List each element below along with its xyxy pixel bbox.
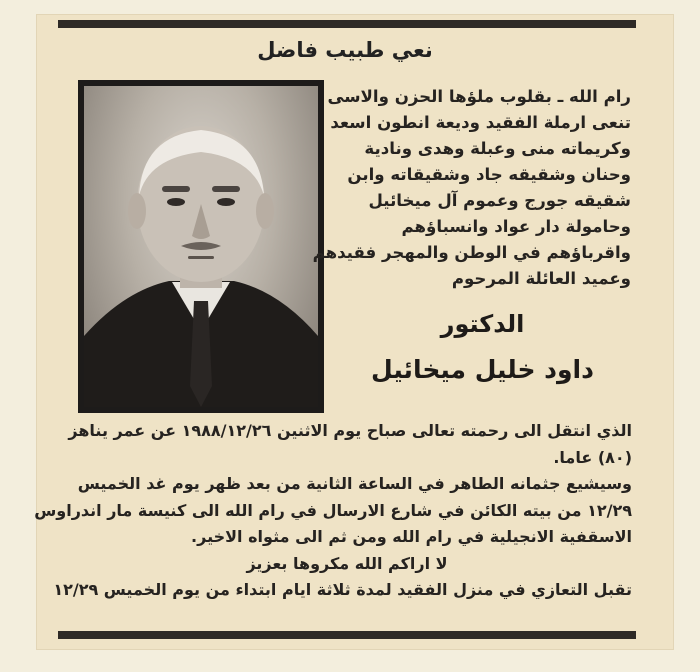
portrait-photo: [84, 86, 318, 407]
details-line: الاسقفية الانجيلية في رام الله ومن ثم الى مثواه الاخير.: [191, 527, 632, 546]
obituary-headline: نعي طبيب فاضل: [257, 38, 433, 62]
body-line: وحامولة دار عواد وانسباؤهم: [401, 217, 631, 236]
obituary-announcement: [312, 84, 631, 292]
details-line: ١٢/٢٩ من بيته الكائن في شارع الارسال في رام الله الى كنيسة مار اندراوس: [34, 500, 632, 520]
body-line: شقيقه جورج وعموم آل ميخائيل: [368, 191, 631, 210]
funeral-details: [34, 418, 632, 604]
body-line: تنعى ارملة الفقيد وديعة انطون اسعد: [330, 113, 631, 132]
body-line: رام الله ـ بقلوب ملؤها الحزن والاسى: [327, 87, 631, 106]
top-rule: [58, 20, 636, 28]
bottom-rule: [58, 631, 636, 639]
deceased-title: الدكتور: [440, 310, 525, 338]
condolences-notice: تقبل التعازي في منزل الفقيد لمدة ثلاثة ايام ابتداء من يوم الخميس ١٢/٢٩: [53, 580, 632, 599]
body-line: واقرباؤهم في الوطن والمهجر فقيدهم: [312, 243, 631, 262]
body-line: وحنان وشقيقه جاد وشقيقاته وابن: [347, 165, 631, 184]
portrait-illustration: [84, 86, 318, 407]
details-line: (٨٠) عاما.: [553, 447, 632, 467]
condolence-phrase: لا اراكم الله مكروها بعزيز: [246, 553, 448, 573]
portrait-photo-frame: [78, 80, 324, 413]
deceased-name: داود خليل ميخائيل: [371, 355, 594, 384]
details-line: الذي انتقل الى رحمته تعالى صباح يوم الاثنين ١٩٨٨/١٢/٢٦ عن عمر يناهز: [68, 421, 632, 440]
body-line: وعميد العائلة المرحوم: [451, 269, 631, 288]
body-line: وكريماته منى وعبلة وهدى ونادية: [364, 139, 631, 158]
details-line: وسيشيع جثمانه الطاهر في الساعة الثانية من بعد ظهر يوم غد الخميس: [77, 474, 632, 493]
